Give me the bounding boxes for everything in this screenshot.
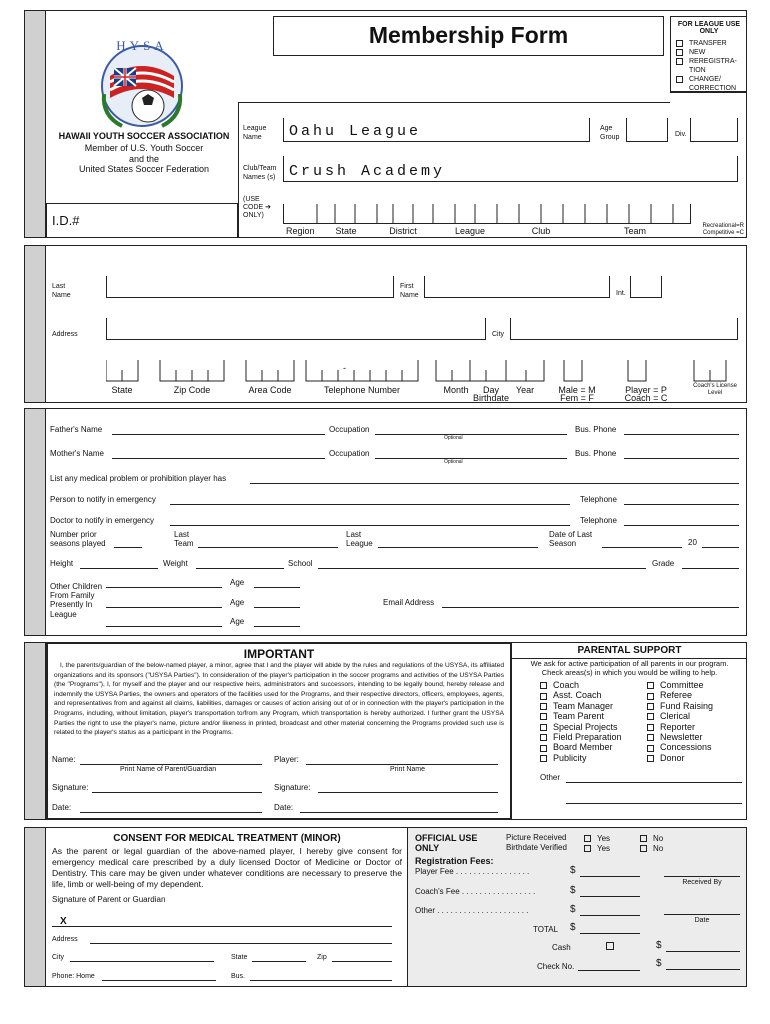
birthdate-verified-label: Birthdate Verified bbox=[506, 843, 567, 852]
doctor-field[interactable] bbox=[170, 525, 570, 526]
code-col-state: State bbox=[335, 226, 357, 236]
last-name-label: Last Name bbox=[52, 283, 71, 299]
weight-field[interactable] bbox=[196, 568, 284, 569]
col-area: Area Code bbox=[248, 385, 292, 395]
total-field[interactable] bbox=[580, 933, 640, 934]
col-coach-license: Coach's License Level bbox=[693, 383, 737, 396]
consent-x: X bbox=[60, 916, 67, 927]
support-other-label: Other bbox=[540, 773, 561, 782]
support-newsletter[interactable]: Newsletter bbox=[647, 732, 713, 742]
support-clerical[interactable]: Clerical bbox=[647, 711, 713, 721]
doctor-tel-field[interactable] bbox=[624, 525, 739, 526]
mother-occupation-field[interactable] bbox=[375, 458, 567, 459]
code-col-team: Team bbox=[623, 226, 646, 236]
coach-fee-label: Coach's Fee . . . . . . . . . . . . . . . . . bbox=[415, 887, 536, 896]
coach-checkbox[interactable] bbox=[540, 682, 547, 689]
clerical-checkbox[interactable] bbox=[647, 713, 654, 720]
support-other-field-2[interactable] bbox=[566, 803, 742, 804]
doctor-label: Doctor to notify in emergency bbox=[50, 516, 155, 525]
id-label: I.D.# bbox=[52, 213, 80, 228]
league-use-transfer[interactable]: TRANSFER bbox=[676, 39, 746, 48]
col-fem: Fem = F bbox=[560, 393, 594, 403]
club-value: Crush Academy bbox=[289, 163, 446, 180]
league-value: Oahu League bbox=[289, 123, 422, 140]
mother-bus-field[interactable] bbox=[624, 458, 739, 459]
picture-yes[interactable]: Yes bbox=[584, 834, 610, 843]
age-group-label: Age Group bbox=[600, 125, 620, 141]
check-amount-field[interactable] bbox=[666, 969, 740, 970]
date-label-2: Date: bbox=[274, 803, 294, 812]
seasons-field[interactable] bbox=[114, 547, 142, 548]
date-field-2[interactable] bbox=[300, 812, 498, 813]
newsletter-checkbox[interactable] bbox=[647, 734, 654, 741]
doctor-tel-label: Telephone bbox=[580, 516, 617, 525]
other-children-label: Other Children From Family Presently In League bbox=[50, 582, 103, 619]
check-dollar: $ bbox=[656, 958, 662, 969]
last-league-label: Last League bbox=[346, 530, 373, 548]
support-other-field-1[interactable] bbox=[566, 782, 742, 783]
last-league-field[interactable] bbox=[378, 547, 538, 548]
other-fee-label: Other . . . . . . . . . . . . . . . . . . . . . bbox=[415, 906, 529, 915]
league-name-label: League Name bbox=[243, 125, 267, 141]
phone-home-label: Phone: Home bbox=[52, 973, 95, 980]
emergency-tel-field[interactable] bbox=[624, 504, 739, 505]
use-code-label: (USE CODE ➔ ONLY) bbox=[243, 196, 272, 219]
received-by-label: Received By bbox=[682, 879, 722, 886]
child3-age-label: Age bbox=[230, 617, 245, 626]
date-label-1: Date: bbox=[52, 803, 72, 812]
code-col-club: Club bbox=[531, 226, 551, 236]
asst-coach-checkbox[interactable] bbox=[540, 693, 547, 700]
total-dollar: $ bbox=[570, 922, 576, 933]
league-area-top bbox=[238, 102, 670, 103]
twenty-label: 20 bbox=[688, 538, 697, 547]
city-field[interactable] bbox=[510, 318, 738, 340]
child1-age-label: Age bbox=[230, 578, 245, 587]
child2-age-field[interactable] bbox=[254, 607, 300, 608]
child3-field[interactable] bbox=[106, 626, 222, 627]
special-projects-checkbox[interactable] bbox=[540, 724, 547, 731]
cash-checkbox[interactable] bbox=[606, 942, 614, 950]
father-occ-label: Occupation bbox=[329, 425, 370, 434]
support-coach[interactable]: Coach bbox=[540, 680, 622, 690]
weight-label: Weight bbox=[163, 559, 188, 568]
cash-label: Cash bbox=[552, 943, 571, 952]
picture-yes-checkbox[interactable] bbox=[584, 835, 591, 842]
code-col-league: League bbox=[455, 226, 486, 236]
assoc-line2: Member of U.S. Youth Soccer bbox=[84, 143, 204, 153]
last-name-field[interactable] bbox=[106, 276, 394, 298]
picture-received-label: Picture Received bbox=[506, 833, 567, 842]
assoc-line3: and the bbox=[128, 154, 160, 164]
field-prep-checkbox[interactable] bbox=[540, 734, 547, 741]
player-fee-field[interactable] bbox=[580, 876, 640, 877]
rec-comp-label: Recreational=R Competitive =C bbox=[702, 223, 744, 236]
phone-bus-field[interactable] bbox=[250, 980, 392, 981]
height-field[interactable] bbox=[80, 568, 158, 569]
parental-right-list bbox=[647, 680, 713, 763]
cash-dollar: $ bbox=[656, 940, 662, 951]
received-by-field[interactable] bbox=[664, 876, 740, 877]
consent-state-field[interactable] bbox=[252, 961, 306, 962]
consent-address-field[interactable] bbox=[90, 943, 392, 944]
support-fund-raising[interactable]: Fund Raising bbox=[647, 701, 713, 711]
school-label: School bbox=[288, 559, 313, 568]
reregistration-checkbox[interactable] bbox=[676, 58, 683, 65]
consent-state-label: State bbox=[231, 954, 248, 961]
col-telephone: Telephone Number bbox=[323, 385, 401, 395]
official-title-2: ONLY bbox=[415, 843, 440, 853]
consent-title: CONSENT FOR MEDICAL TREATMENT (MINOR) bbox=[113, 833, 341, 844]
player-fee-label: Player Fee . . . . . . . . . . . . . . . . . bbox=[415, 867, 530, 876]
received-date-label: Date bbox=[694, 917, 710, 924]
child2-field[interactable] bbox=[106, 607, 222, 608]
consent-address-label: Address bbox=[52, 936, 78, 943]
phone-bus-label: Bus. bbox=[231, 973, 246, 980]
sig-label-2: Signature: bbox=[274, 783, 311, 792]
player-boxes[interactable] bbox=[106, 360, 746, 382]
other-fee-dollar: $ bbox=[570, 904, 576, 915]
phone-home-field[interactable] bbox=[102, 980, 216, 981]
parental-left-list bbox=[540, 680, 622, 763]
player-name-field[interactable] bbox=[306, 764, 498, 765]
important-side-bar bbox=[24, 642, 46, 820]
league-area-top2 bbox=[670, 92, 747, 93]
col-coach-c: Coach = C bbox=[624, 393, 668, 403]
league-area-leftline bbox=[238, 102, 239, 238]
parental-intro1: We ask for active participation of all parents in our program. bbox=[530, 659, 729, 668]
birthdate-no-checkbox[interactable] bbox=[640, 845, 647, 852]
fund-raising-checkbox[interactable] bbox=[647, 703, 654, 710]
team-parent-checkbox[interactable] bbox=[540, 713, 547, 720]
col-state: State bbox=[111, 385, 133, 395]
col-zip: Zip Code bbox=[173, 385, 211, 395]
check-no-label: Check No. bbox=[537, 962, 575, 971]
address-label: Address bbox=[52, 331, 78, 338]
picture-no[interactable]: No bbox=[640, 834, 663, 843]
player-label: Player: bbox=[274, 755, 299, 764]
total-label: TOTAL bbox=[533, 925, 559, 934]
name-label: Name: bbox=[52, 755, 76, 764]
school-field[interactable] bbox=[318, 568, 646, 569]
player-fee-dollar: $ bbox=[570, 865, 576, 876]
assoc-line4: United States Soccer Federation bbox=[78, 164, 210, 174]
league-use-list bbox=[676, 39, 746, 93]
coach-fee-field[interactable] bbox=[580, 896, 640, 897]
seasons-label: Number prior seasons played bbox=[50, 530, 106, 548]
father-occupation-field[interactable] bbox=[375, 434, 567, 435]
league-use-title: FOR LEAGUE USE ONLY bbox=[677, 21, 741, 35]
team-manager-checkbox[interactable] bbox=[540, 703, 547, 710]
col-male: Male = M bbox=[558, 385, 596, 395]
grade-field[interactable] bbox=[682, 568, 739, 569]
support-field-prep[interactable]: Field Preparation bbox=[540, 732, 622, 742]
consent-sig-label: Signature of Parent or Guardian bbox=[52, 895, 166, 904]
picture-no-checkbox[interactable] bbox=[640, 835, 647, 842]
reporter-checkbox[interactable] bbox=[647, 724, 654, 731]
child3-age-field[interactable] bbox=[254, 626, 300, 627]
height-label: Height bbox=[50, 559, 74, 568]
support-donor[interactable]: Donor bbox=[647, 753, 713, 763]
new-checkbox[interactable] bbox=[676, 49, 683, 56]
logo-text: HYSA bbox=[116, 38, 168, 53]
first-name-label: First Name bbox=[400, 283, 419, 299]
code-col-district: District bbox=[389, 226, 417, 236]
child1-age-field[interactable] bbox=[254, 587, 300, 588]
div-label: Div. bbox=[675, 131, 687, 138]
consent-city-label: City bbox=[52, 954, 65, 961]
form-title: Membership Form bbox=[368, 22, 569, 48]
address-field[interactable] bbox=[106, 318, 486, 340]
important-title: IMPORTANT bbox=[243, 647, 315, 661]
father-bus-field[interactable] bbox=[624, 434, 739, 435]
support-reporter[interactable]: Reporter bbox=[647, 722, 713, 732]
support-asst-coach[interactable]: Asst. Coach bbox=[540, 690, 622, 700]
official-title-1: OFFICIAL USE bbox=[415, 833, 478, 843]
col-day: Day bbox=[482, 385, 499, 395]
email-label: Email Address bbox=[383, 598, 435, 607]
birthdate-yes[interactable]: Yes bbox=[584, 844, 610, 853]
league-use-change[interactable]: CHANGE/ CORRECTION bbox=[676, 75, 746, 93]
init-label: Int. bbox=[616, 290, 626, 297]
support-special-projects[interactable]: Special Projects bbox=[540, 722, 622, 732]
change-checkbox[interactable] bbox=[676, 76, 683, 83]
email-field[interactable] bbox=[442, 607, 739, 608]
coach-fee-dollar: $ bbox=[570, 885, 576, 896]
signature-field-2[interactable] bbox=[318, 792, 498, 793]
mother-field[interactable] bbox=[112, 458, 325, 459]
emergency-label: Person to notify in emergency bbox=[50, 495, 156, 504]
important-text: I, the parents/guardian of the below-named player, a minor, agree that I and the player will abide by the rules and regulations of the USYSA, its affiliated organizations and its sponsors ("USYSA Parties"). In consideration of the player's participation in the soccer programs and activities of the USYSA Parties (the "Programs"), I, for myself and the player and our respective heirs, administrators and successors, intending to be legally bound, hereby release and indemnify the USYSA Parties, the owners and operators of the facilities used for the Programs, and their respective directors, officers, employees, agents, and representatives from and against all claims, liabilities, damages or causes of action arising out of or in connection with the player's participation in the Programs, including, without limitation, player's transportation to/from any Program, which transportation is hereby authorized. I further grant the USYSA Parties the right to use the player's name, picture and/or likeness in printed, broadcast and other material concerning the Programs provided such use is related to the player's status as a participant in the Programs. bbox=[54, 662, 504, 737]
col-player-p: Player = P bbox=[625, 385, 667, 395]
support-publicity[interactable]: Publicity bbox=[540, 753, 622, 763]
child2-age-label: Age bbox=[230, 598, 245, 607]
phone-dash: - bbox=[343, 363, 346, 373]
print-parent-label: Print Name of Parent/Guardian bbox=[120, 766, 217, 773]
col-birthdate: Birthdate bbox=[472, 393, 510, 403]
support-board-member[interactable]: Board Member bbox=[540, 742, 622, 752]
medical-field[interactable] bbox=[250, 483, 739, 484]
birthdate-no[interactable]: No bbox=[640, 844, 663, 853]
grade-label: Grade bbox=[652, 559, 675, 568]
referee-checkbox[interactable] bbox=[647, 693, 654, 700]
support-team-manager[interactable]: Team Manager bbox=[540, 701, 622, 711]
init-field[interactable] bbox=[630, 276, 662, 298]
concessions-checkbox[interactable] bbox=[647, 745, 654, 752]
transfer-checkbox[interactable] bbox=[676, 40, 683, 47]
consent-zip-field[interactable] bbox=[332, 961, 392, 962]
donor-checkbox[interactable] bbox=[647, 755, 654, 762]
code-col-region: Region bbox=[286, 226, 315, 236]
board-member-checkbox[interactable] bbox=[540, 745, 547, 752]
other-fee-field[interactable] bbox=[580, 915, 640, 916]
div-field[interactable] bbox=[690, 118, 738, 142]
club-label: Club/Team Names (s) bbox=[243, 165, 277, 181]
code-boxes[interactable] bbox=[283, 204, 691, 224]
date-field-1[interactable] bbox=[80, 812, 262, 813]
reg-fees-label: Registration Fees: bbox=[415, 856, 494, 866]
first-name-field[interactable] bbox=[424, 276, 610, 298]
support-concessions[interactable]: Concessions bbox=[647, 742, 713, 752]
signature-field-1[interactable] bbox=[92, 792, 262, 793]
mother-optional: Optional bbox=[444, 459, 463, 465]
father-bus-label: Bus. Phone bbox=[575, 425, 617, 434]
emergency-field[interactable] bbox=[170, 504, 570, 505]
father-label: Father's Name bbox=[50, 425, 103, 434]
mother-label: Mother's Name bbox=[50, 449, 104, 458]
league-use-new[interactable]: NEW bbox=[676, 48, 746, 57]
received-date-field[interactable] bbox=[664, 914, 740, 915]
consent-signature-field[interactable] bbox=[52, 926, 392, 927]
last-team-field[interactable] bbox=[198, 547, 338, 548]
father-optional: Optional bbox=[444, 435, 463, 441]
support-committee[interactable]: Committee bbox=[647, 680, 713, 690]
parental-intro2: Check areas(s) in which you would be willing to help. bbox=[541, 668, 718, 677]
cash-field[interactable] bbox=[666, 951, 740, 952]
date-last-label: Date of Last Season bbox=[549, 530, 593, 548]
parent-name-field[interactable] bbox=[80, 764, 262, 765]
col-year: Year bbox=[515, 385, 535, 395]
print-name-label: Print Name bbox=[390, 766, 426, 773]
check-no-field[interactable] bbox=[578, 970, 640, 971]
mother-bus-label: Bus. Phone bbox=[575, 449, 617, 458]
hysa-logo bbox=[96, 36, 188, 132]
medical-label: List any medical problem or prohibition player has bbox=[50, 474, 227, 483]
sig-label-1: Signature: bbox=[52, 783, 89, 792]
league-use-reregistration[interactable]: REREGISTRA-TION bbox=[676, 57, 746, 75]
support-team-parent[interactable]: Team Parent bbox=[540, 711, 622, 721]
consent-zip-label: Zip bbox=[317, 954, 327, 961]
col-month: Month bbox=[443, 385, 469, 395]
emergency-tel-label: Telephone bbox=[580, 495, 617, 504]
parental-title: PARENTAL SUPPORT bbox=[577, 645, 682, 656]
age-group-field[interactable] bbox=[626, 118, 668, 142]
city-label: City bbox=[492, 331, 505, 338]
consent-city-field[interactable] bbox=[70, 961, 214, 962]
year-field[interactable] bbox=[702, 547, 739, 548]
publicity-checkbox[interactable] bbox=[540, 755, 547, 762]
last-team-label: Last Team bbox=[174, 530, 194, 548]
father-field[interactable] bbox=[112, 434, 325, 435]
date-last-field[interactable] bbox=[602, 547, 682, 548]
mother-occ-label: Occupation bbox=[329, 449, 370, 458]
consent-text: As the parent or legal guardian of the above-named player, I hereby give consent for emergency medical care prescribed by a duly licensed Doctor of Medicine or Doctor of Dentistry. This care may be given under whatever conditions are necessary to preserve the life, limb or well-being of my dependent. bbox=[52, 846, 402, 889]
birthdate-yes-checkbox[interactable] bbox=[584, 845, 591, 852]
support-referee[interactable]: Referee bbox=[647, 690, 713, 700]
child1-field[interactable] bbox=[106, 587, 222, 588]
assoc-name: HAWAII YOUTH SOCCER ASSOCIATION bbox=[58, 131, 230, 141]
committee-checkbox[interactable] bbox=[647, 682, 654, 689]
